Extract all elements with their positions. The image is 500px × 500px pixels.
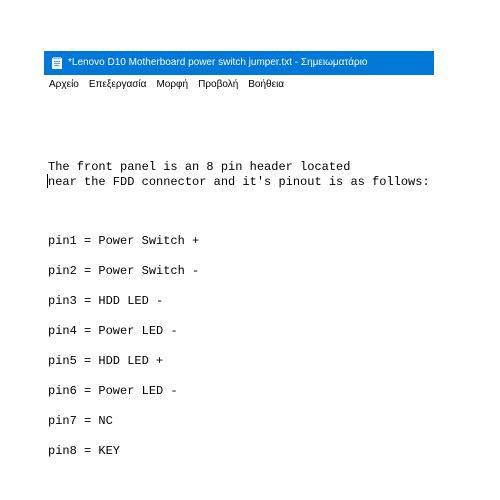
menu-help[interactable]: Βοήθεια xyxy=(248,79,285,90)
text-line: pin2 = Power Switch - xyxy=(48,264,200,278)
menu-view[interactable]: Προβολή xyxy=(198,79,239,90)
notepad-icon xyxy=(52,57,62,69)
text-line: pin3 = HDD LED - xyxy=(48,294,164,308)
text-line: pin4 = Power LED - xyxy=(48,324,178,338)
notepad-window xyxy=(44,51,434,458)
text-editor[interactable] xyxy=(44,95,434,458)
text-line: pin8 = KEY xyxy=(48,444,121,458)
menu-edit[interactable]: Επεξεργασία xyxy=(88,79,147,90)
text-line: near the FDD connector and it's pinout is as follows: xyxy=(48,175,430,189)
title-bar[interactable] xyxy=(44,51,434,75)
menu-format[interactable]: Μορφή xyxy=(156,79,189,90)
menu-bar xyxy=(44,75,434,95)
text-caret xyxy=(47,174,48,188)
text-line: pin7 = NC xyxy=(48,414,113,428)
text-line: pin6 = Power LED - xyxy=(48,384,178,398)
text-line: The front panel is an 8 pin header located xyxy=(48,160,351,174)
menu-file[interactable]: Αρχείο xyxy=(49,79,79,90)
text-line: pin5 = HDD LED + xyxy=(48,354,164,368)
window-title: *Lenovo D10 Motherboard power switch jumper.txt - Σημειωματάριο xyxy=(68,57,368,68)
text-line: pin1 = Power Switch + xyxy=(48,234,200,248)
